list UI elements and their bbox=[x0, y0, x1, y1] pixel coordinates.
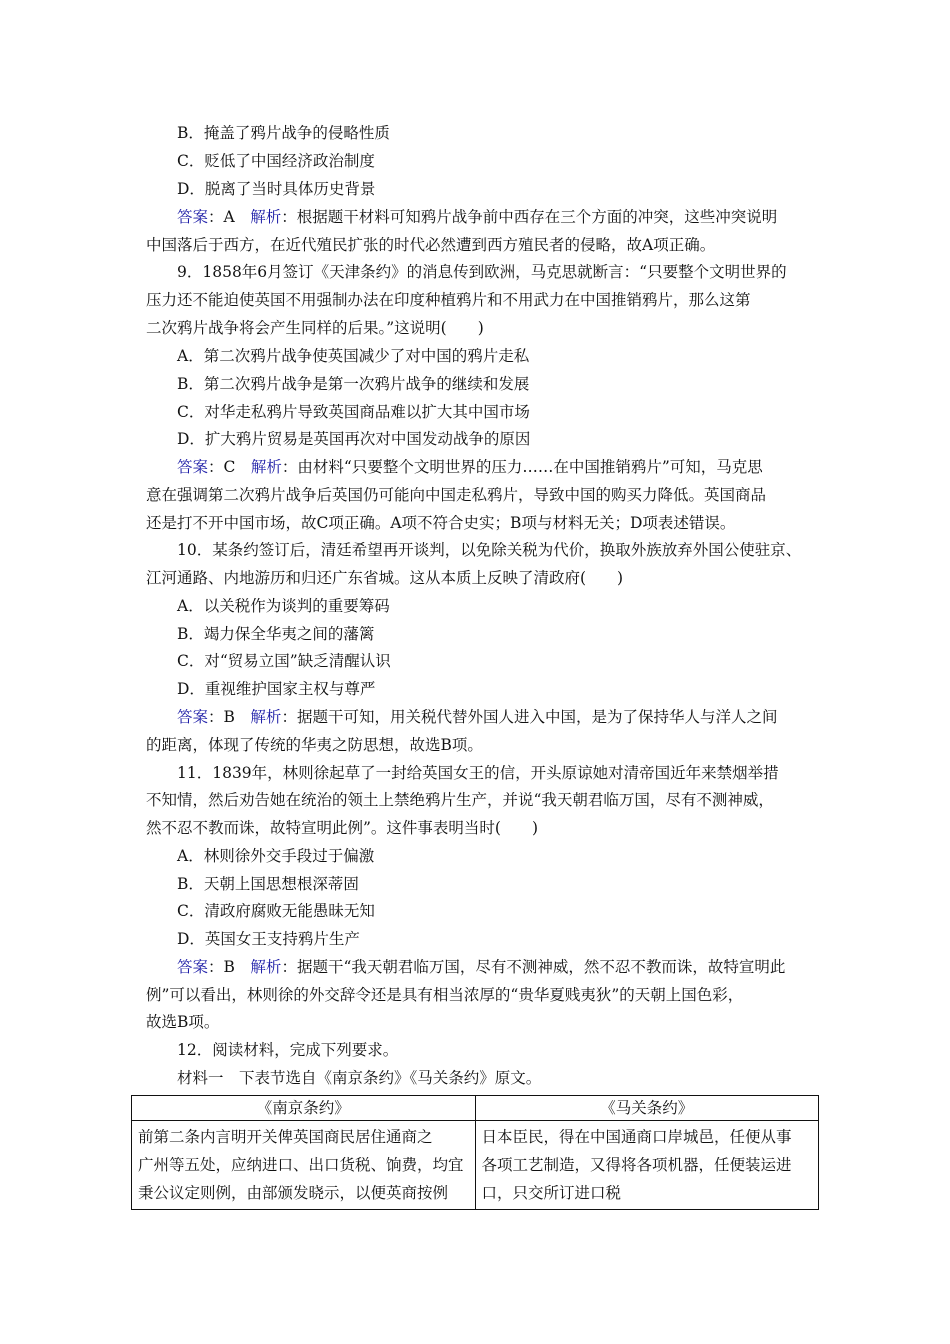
cell-line: 口，只交所订进口税 bbox=[481, 1184, 622, 1202]
analysis-text: ：据题干“我天朝君临万国，尽有不测神威，然不忍不教而诛，故特宣明此 bbox=[281, 958, 786, 976]
q10-analysis-line2: 的距离，体现了传统的华夷之防思想，故选B项。 bbox=[146, 736, 483, 754]
q8-option-b: B．掩盖了鸦片战争的侵略性质 bbox=[177, 124, 390, 142]
q9-analysis-line2: 意在强调第二次鸦片战争后英国仍可能向中国走私鸦片，导致中国的购买力降低。英国商品 bbox=[146, 486, 767, 504]
cell-line: 秉公议定则例，由部颁发晓示，以便英商按例 bbox=[138, 1184, 449, 1202]
analysis-label: 解析 bbox=[250, 708, 282, 726]
q9-option-c: C．对华走私鸦片导致英国商品难以扩大其中国市场 bbox=[177, 403, 530, 421]
cell-line: 前第二条内言明开关俾英国商民居住通商之 bbox=[138, 1128, 433, 1146]
q9-option-a: A．第二次鸦片战争使英国减少了对中国的鸦片走私 bbox=[177, 347, 530, 365]
table-header-row bbox=[132, 1096, 819, 1121]
table-header-maguan: 《马关条约》 bbox=[475, 1096, 819, 1121]
analysis-label: 解析 bbox=[250, 458, 282, 476]
q8-answer-line bbox=[177, 207, 777, 227]
cell-line: 广州等五处，应纳进口、出口货税、饷费，均宜 bbox=[138, 1156, 464, 1174]
q9-stem-line2: 压力还不能迫使英国不用强制办法在印度种植鸦片和不用武力在中国推销鸦片，那么这第 bbox=[146, 291, 751, 309]
q11-option-b: B．天朝上国思想根深蒂固 bbox=[177, 875, 359, 893]
q8-analysis-line2: 中国落后于西方，在近代殖民扩张的时代必然遭到西方殖民者的侵略，故A项正确。 bbox=[146, 236, 716, 254]
q9-stem-line3: 二次鸦片战争将会产生同样的后果。”这说明( ) bbox=[146, 319, 484, 337]
q9-stem-line1: 9．1858年6月签订《天津条约》的消息传到欧洲，马克思就断言：“只要整个文明世界的 bbox=[177, 263, 787, 281]
answer-letter: ：B bbox=[208, 958, 235, 976]
q10-answer-line bbox=[177, 707, 777, 727]
treaty-comparison-table bbox=[131, 1095, 819, 1210]
analysis-label: 解析 bbox=[250, 958, 282, 976]
q11-stem-line2: 不知情，然后劝告她在统治的领土上禁绝鸦片生产，并说“我天朝君临万国，尽有不测神威， bbox=[146, 791, 774, 809]
q8-option-c: C．贬低了中国经济政治制度 bbox=[177, 152, 375, 170]
q11-analysis-line2: 例”可以看出，林则徐的外交辞令还是具有相当浓厚的“贵华夏贱夷狄”的天朝上国色彩， bbox=[146, 986, 744, 1004]
q9-analysis-line3: 还是打不开中国市场，故C项正确。A项不符合史实；B项与材料无关；D项表述错误。 bbox=[146, 514, 736, 532]
q12-stem-line1: 12．阅读材料，完成下列要求。 bbox=[177, 1041, 399, 1059]
q10-option-b: B．竭力保全华夷之间的藩篱 bbox=[177, 625, 375, 643]
analysis-text: ：根据题干材料可知鸦片战争前中西存在三个方面的冲突，这些冲突说明 bbox=[281, 208, 778, 226]
table-header-nanjing: 《南京条约》 bbox=[132, 1096, 476, 1121]
analysis-text: ：据题干可知，用关税代替外国人进入中国，是为了保持华人与洋人之间 bbox=[281, 708, 778, 726]
q10-option-a: A．以关税作为谈判的重要筹码 bbox=[177, 597, 390, 615]
analysis-label: 解析 bbox=[250, 208, 282, 226]
cell-line: 日本臣民，得在中国通商口岸城邑，任便从事 bbox=[481, 1128, 792, 1146]
answer-letter: ：B bbox=[208, 708, 235, 726]
q10-stem-line2: 江河通路、内地游历和归还广东省城。这从本质上反映了清政府( ) bbox=[146, 569, 624, 587]
answer-label: 答案 bbox=[177, 708, 209, 726]
table-cell-maguan bbox=[475, 1121, 819, 1210]
table-cell-nanjing bbox=[132, 1121, 476, 1210]
q11-analysis-line3: 故选B项。 bbox=[146, 1013, 220, 1031]
q12-material-caption: 材料一 下表节选自《南京条约》《马关条约》原文。 bbox=[177, 1069, 542, 1087]
cell-line: 各项工艺制造，又得将各项机器，任便装运进 bbox=[481, 1156, 792, 1174]
q11-answer-line bbox=[177, 957, 785, 977]
q8-option-d: D．脱离了当时具体历史背景 bbox=[177, 180, 376, 198]
q11-stem-line3: 然不忍不教而诛，故特宣明此例”。这件事表明当时( ) bbox=[146, 819, 539, 837]
table-row bbox=[132, 1121, 819, 1210]
q11-option-d: D．英国女王支持鸦片生产 bbox=[177, 930, 360, 948]
answer-letter: ：C bbox=[208, 458, 236, 476]
analysis-text: ：由材料“只要整个文明世界的压力……在中国推销鸦片”可知，马克思 bbox=[281, 458, 763, 476]
q10-option-c: C．对“贸易立国”缺乏清醒认识 bbox=[177, 652, 391, 670]
q11-option-a: A．林则徐外交手段过于偏激 bbox=[177, 847, 375, 865]
q9-option-d: D．扩大鸦片贸易是英国再次对中国发动战争的原因 bbox=[177, 430, 531, 448]
q10-option-d: D．重视维护国家主权与尊严 bbox=[177, 680, 376, 698]
q10-stem-line1: 10．某条约签订后，清廷希望再开谈判，以免除关税为代价，换取外族放弃外国公使驻京、 bbox=[177, 541, 802, 559]
q9-answer-line bbox=[177, 457, 763, 477]
answer-label: 答案 bbox=[177, 458, 209, 476]
answer-label: 答案 bbox=[177, 958, 209, 976]
answer-letter: ：A bbox=[208, 208, 235, 226]
q11-option-c: C．清政府腐败无能愚昧无知 bbox=[177, 902, 375, 920]
q9-option-b: B．第二次鸦片战争是第一次鸦片战争的继续和发展 bbox=[177, 375, 530, 393]
q11-stem-line1: 11．1839年，林则徐起草了一封给英国女王的信，开头原谅她对清帝国近年来禁烟举措 bbox=[177, 764, 779, 782]
answer-label: 答案 bbox=[177, 208, 209, 226]
